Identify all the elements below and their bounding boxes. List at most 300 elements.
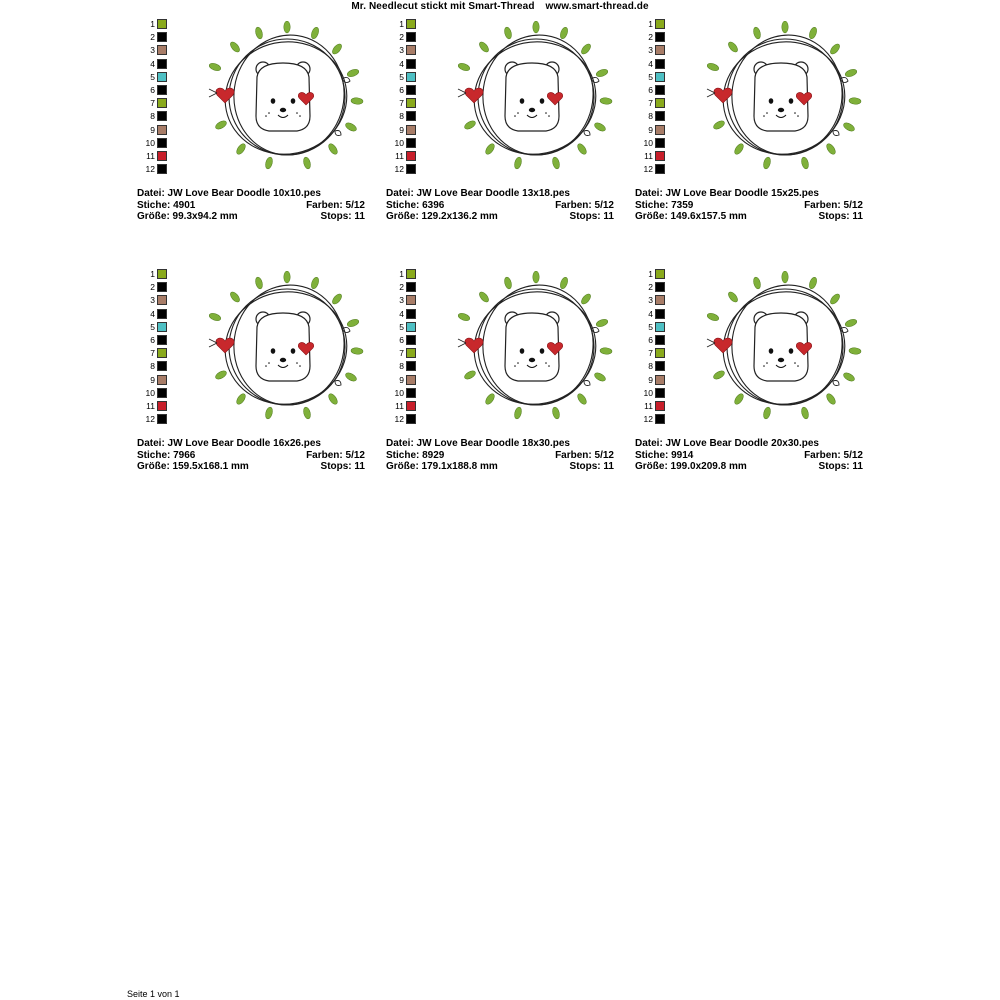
color-swatch (655, 361, 665, 371)
palette-number: 4 (648, 308, 653, 319)
stitch-count: Stiche: 7966 (137, 449, 196, 461)
color-swatch (655, 151, 665, 161)
design-size: Größe: 129.2x136.2 mm (386, 211, 498, 222)
palette-row (386, 400, 416, 413)
palette-number: 5 (399, 71, 404, 82)
palette-row (386, 308, 416, 321)
file-name: Datei: JW Love Bear Doodle 20x30.pes (635, 438, 819, 449)
palette-row (635, 124, 665, 137)
embroidery-preview (705, 271, 865, 421)
color-swatch (406, 348, 416, 358)
color-swatch (406, 45, 416, 55)
leaf-icon (484, 142, 496, 156)
color-swatch (406, 164, 416, 174)
palette-row (386, 294, 416, 307)
color-swatch (157, 375, 167, 385)
leaf-icon (782, 21, 788, 33)
palette-number: 1 (150, 269, 155, 279)
palette-number: 5 (150, 71, 155, 82)
palette-number: 3 (648, 45, 653, 56)
stop-count: Stops: 11 (818, 211, 863, 222)
leaf-icon (254, 26, 263, 39)
palette-row (137, 137, 167, 150)
leaf-icon (706, 62, 719, 72)
palette-row (137, 413, 167, 426)
design-size: Größe: 149.6x157.5 mm (635, 211, 747, 222)
leaf-icon (214, 369, 228, 381)
leaf-icon (513, 406, 522, 419)
color-palette (635, 268, 665, 426)
leaf-icon (344, 371, 358, 383)
color-swatch (406, 322, 416, 332)
palette-row (635, 137, 665, 150)
color-swatch (406, 295, 416, 305)
palette-row (137, 308, 167, 321)
palette-row (137, 58, 167, 71)
palette-row (635, 44, 665, 57)
palette-number: 6 (648, 84, 653, 95)
color-swatch (655, 98, 665, 108)
color-swatch (406, 361, 416, 371)
color-count: Farben: 5/12 (306, 449, 365, 461)
leaf-icon (825, 392, 837, 406)
palette-number: 7 (648, 348, 653, 359)
palette-number: 11 (644, 400, 653, 411)
file-name: Datei: JW Love Bear Doodle 16x26.pes (137, 438, 321, 449)
leaf-icon (331, 42, 344, 55)
leaf-icon (849, 347, 862, 354)
design-card (386, 18, 626, 238)
leaf-icon (484, 392, 496, 406)
palette-row (137, 268, 167, 281)
leaf-icon (346, 68, 359, 78)
leaf-icon (752, 276, 761, 289)
palette-row (137, 31, 167, 44)
leaf-icon (595, 68, 608, 78)
palette-number: 4 (150, 308, 155, 319)
palette-number: 1 (648, 269, 653, 279)
palette-row (137, 84, 167, 97)
palette-row (137, 400, 167, 413)
color-swatch (157, 348, 167, 358)
stitch-count: Stiche: 4901 (137, 199, 196, 211)
leaf-icon (593, 121, 607, 133)
stitch-count: Stiche: 6396 (386, 199, 445, 211)
palette-row (635, 97, 665, 110)
design-card (635, 268, 875, 488)
design-size: Größe: 179.1x188.8 mm (386, 461, 498, 472)
leaf-icon (829, 42, 842, 55)
design-info (386, 438, 614, 473)
leaf-icon (580, 292, 593, 305)
leaf-icon (842, 371, 856, 383)
color-swatch (157, 19, 167, 29)
palette-number: 12 (394, 414, 404, 425)
color-swatch (655, 309, 665, 319)
palette-number: 4 (399, 58, 404, 69)
leaf-icon (229, 40, 242, 53)
color-swatch (157, 151, 167, 161)
palette-number: 5 (150, 321, 155, 332)
design-card (386, 268, 626, 488)
leaf-icon (254, 276, 263, 289)
palette-row (635, 18, 665, 31)
color-swatch (655, 388, 665, 398)
leaf-icon (706, 312, 719, 322)
color-swatch (406, 335, 416, 345)
color-palette (137, 268, 167, 426)
color-count: Farben: 5/12 (306, 199, 365, 211)
palette-number: 5 (399, 321, 404, 332)
leaf-icon (849, 97, 862, 104)
palette-row (137, 347, 167, 360)
palette-row (635, 281, 665, 294)
palette-row (635, 400, 665, 413)
design-size: Größe: 159.5x168.1 mm (137, 461, 249, 472)
leaf-icon (229, 290, 242, 303)
palette-number: 12 (643, 414, 653, 425)
palette-row (386, 44, 416, 57)
palette-row (137, 360, 167, 373)
palette-row (635, 58, 665, 71)
design-card (635, 18, 875, 238)
leaf-icon (712, 369, 726, 381)
leaf-icon (351, 97, 364, 104)
palette-number: 2 (648, 32, 653, 43)
palette-number: 9 (150, 124, 155, 135)
color-swatch (157, 361, 167, 371)
palette-row (386, 137, 416, 150)
design-card (137, 268, 377, 488)
palette-number: 4 (150, 58, 155, 69)
color-palette (137, 18, 167, 176)
palette-number: 1 (399, 269, 404, 279)
palette-row (386, 281, 416, 294)
palette-number: 3 (150, 295, 155, 306)
palette-number: 8 (150, 361, 155, 372)
palette-number: 12 (145, 164, 155, 175)
leaf-icon (533, 21, 539, 33)
palette-row (137, 110, 167, 123)
palette-row (386, 347, 416, 360)
leaf-icon (559, 26, 569, 39)
color-swatch (406, 309, 416, 319)
palette-number: 1 (150, 19, 155, 29)
color-swatch (157, 45, 167, 55)
palette-row (635, 374, 665, 387)
palette-number: 11 (395, 400, 404, 411)
palette-number: 12 (394, 164, 404, 175)
palette-row (386, 97, 416, 110)
palette-number: 9 (648, 374, 653, 385)
leaf-icon (302, 156, 311, 169)
palette-row (137, 294, 167, 307)
leaf-icon (593, 371, 607, 383)
palette-number: 1 (399, 19, 404, 29)
leaf-icon (533, 271, 539, 283)
color-swatch (157, 295, 167, 305)
palette-number: 7 (150, 348, 155, 359)
design-info (137, 438, 365, 473)
color-swatch (655, 19, 665, 29)
palette-row (137, 18, 167, 31)
palette-row (386, 84, 416, 97)
leaf-icon (327, 392, 339, 406)
leaf-icon (595, 318, 608, 328)
stop-count: Stops: 11 (569, 461, 614, 472)
palette-row (635, 294, 665, 307)
palette-number: 6 (399, 334, 404, 345)
palette-row (137, 163, 167, 176)
palette-number: 7 (150, 98, 155, 109)
color-count: Farben: 5/12 (804, 449, 863, 461)
palette-row (137, 334, 167, 347)
leaf-icon (559, 276, 569, 289)
palette-number: 8 (648, 361, 653, 372)
leaf-icon (551, 406, 560, 419)
color-swatch (406, 125, 416, 135)
color-swatch (406, 375, 416, 385)
leaf-icon (600, 347, 613, 354)
palette-number: 2 (648, 282, 653, 293)
stop-count: Stops: 11 (320, 461, 365, 472)
color-swatch (157, 164, 167, 174)
page-header (0, 0, 1000, 14)
color-swatch (157, 322, 167, 332)
palette-row (137, 124, 167, 137)
palette-number: 2 (150, 32, 155, 43)
leaf-icon (284, 21, 290, 33)
leaf-icon (457, 62, 470, 72)
palette-number: 11 (146, 400, 155, 411)
palette-number: 3 (648, 295, 653, 306)
palette-row (635, 71, 665, 84)
palette-row (386, 150, 416, 163)
leaf-icon (844, 68, 857, 78)
palette-number: 10 (394, 137, 404, 148)
palette-number: 4 (399, 308, 404, 319)
leaf-icon (762, 156, 771, 169)
design-info (635, 188, 863, 223)
palette-number: 2 (150, 282, 155, 293)
leaf-icon (576, 142, 588, 156)
palette-number: 9 (648, 124, 653, 135)
color-swatch (655, 401, 665, 411)
leaf-icon (463, 369, 477, 381)
design-info (137, 188, 365, 223)
palette-number: 7 (399, 98, 404, 109)
leaf-icon (503, 26, 512, 39)
palette-row (635, 308, 665, 321)
leaf-icon (825, 142, 837, 156)
leaf-icon (284, 271, 290, 283)
color-swatch (655, 85, 665, 95)
leaf-icon (264, 406, 273, 419)
palette-row (137, 374, 167, 387)
color-swatch (406, 401, 416, 411)
color-swatch (655, 59, 665, 69)
color-palette (386, 18, 416, 176)
palette-number: 10 (643, 387, 653, 398)
palette-row (386, 124, 416, 137)
palette-row (386, 268, 416, 281)
leaf-icon (264, 156, 273, 169)
palette-number: 8 (399, 361, 404, 372)
palette-row (386, 334, 416, 347)
color-swatch (406, 138, 416, 148)
stop-count: Stops: 11 (320, 211, 365, 222)
palette-number: 10 (643, 137, 653, 148)
leaf-icon (351, 347, 364, 354)
color-swatch (655, 269, 665, 279)
palette-row (386, 374, 416, 387)
color-swatch (655, 45, 665, 55)
leaf-icon (346, 318, 359, 328)
leaf-icon (576, 392, 588, 406)
palette-number: 9 (399, 124, 404, 135)
color-swatch (406, 59, 416, 69)
stop-count: Stops: 11 (569, 211, 614, 222)
color-palette (386, 268, 416, 426)
palette-row (386, 360, 416, 373)
color-swatch (406, 85, 416, 95)
color-count: Farben: 5/12 (555, 199, 614, 211)
color-swatch (157, 138, 167, 148)
palette-row (137, 150, 167, 163)
palette-number: 11 (146, 150, 155, 161)
palette-row (635, 31, 665, 44)
color-swatch (157, 414, 167, 424)
design-info (386, 188, 614, 223)
palette-number: 3 (399, 45, 404, 56)
file-name: Datei: JW Love Bear Doodle 15x25.pes (635, 188, 819, 199)
color-swatch (157, 98, 167, 108)
palette-row (137, 97, 167, 110)
design-card (137, 18, 377, 238)
leaf-icon (782, 271, 788, 283)
color-palette (635, 18, 665, 176)
palette-number: 3 (399, 295, 404, 306)
palette-row (635, 150, 665, 163)
leaf-icon (762, 406, 771, 419)
color-swatch (157, 111, 167, 121)
palette-number: 7 (648, 98, 653, 109)
palette-number: 10 (394, 387, 404, 398)
leaf-icon (310, 26, 320, 39)
palette-row (386, 413, 416, 426)
embroidery-preview (456, 271, 616, 421)
palette-row (386, 31, 416, 44)
leaf-icon (752, 26, 761, 39)
embroidery-preview (207, 271, 367, 421)
leaf-icon (478, 290, 491, 303)
leaf-icon (214, 119, 228, 131)
palette-row (386, 58, 416, 71)
leaf-icon (235, 392, 247, 406)
leaf-icon (302, 406, 311, 419)
color-swatch (157, 282, 167, 292)
header-url: www.smart-thread.de (545, 1, 649, 12)
palette-number: 10 (145, 387, 155, 398)
color-swatch (655, 282, 665, 292)
color-swatch (406, 414, 416, 424)
leaf-icon (842, 121, 856, 133)
palette-row (635, 268, 665, 281)
palette-number: 8 (150, 111, 155, 122)
palette-number: 5 (648, 321, 653, 332)
color-swatch (157, 85, 167, 95)
palette-number: 5 (648, 71, 653, 82)
file-name: Datei: JW Love Bear Doodle 10x10.pes (137, 188, 321, 199)
palette-row (635, 321, 665, 334)
palette-number: 9 (150, 374, 155, 385)
leaf-icon (310, 276, 320, 289)
leaf-icon (478, 40, 491, 53)
palette-row (137, 321, 167, 334)
palette-number: 6 (399, 84, 404, 95)
embroidery-preview (456, 21, 616, 171)
color-swatch (157, 269, 167, 279)
color-swatch (655, 375, 665, 385)
leaf-icon (600, 97, 613, 104)
palette-row (386, 387, 416, 400)
palette-number: 8 (648, 111, 653, 122)
color-swatch (157, 309, 167, 319)
color-swatch (655, 125, 665, 135)
leaf-icon (457, 312, 470, 322)
palette-number: 1 (648, 19, 653, 29)
leaf-icon (235, 142, 247, 156)
design-info (635, 438, 863, 473)
palette-number: 12 (643, 164, 653, 175)
color-swatch (655, 295, 665, 305)
palette-number: 6 (648, 334, 653, 345)
stitch-count: Stiche: 7359 (635, 199, 694, 211)
leaf-icon (800, 406, 809, 419)
palette-row (635, 334, 665, 347)
leaf-icon (712, 119, 726, 131)
palette-number: 2 (399, 282, 404, 293)
palette-row (635, 163, 665, 176)
palette-number: 8 (399, 111, 404, 122)
stitch-count: Stiche: 9914 (635, 449, 694, 461)
palette-row (635, 347, 665, 360)
leaf-icon (327, 142, 339, 156)
leaf-icon (503, 276, 512, 289)
leaf-icon (551, 156, 560, 169)
palette-row (386, 321, 416, 334)
leaf-icon (733, 392, 745, 406)
design-size: Größe: 99.3x94.2 mm (137, 211, 238, 222)
leaf-icon (829, 292, 842, 305)
palette-number: 11 (644, 150, 653, 161)
file-name: Datei: JW Love Bear Doodle 18x30.pes (386, 438, 570, 449)
palette-number: 9 (399, 374, 404, 385)
palette-row (386, 163, 416, 176)
embroidery-preview (705, 21, 865, 171)
leaf-icon (844, 318, 857, 328)
color-swatch (655, 72, 665, 82)
color-swatch (406, 32, 416, 42)
color-swatch (406, 72, 416, 82)
palette-row (635, 110, 665, 123)
embroidery-preview (207, 21, 367, 171)
leaf-icon (808, 26, 818, 39)
palette-row (635, 413, 665, 426)
leaf-icon (727, 290, 740, 303)
color-swatch (157, 72, 167, 82)
header-title: Mr. Needlecut stickt mit Smart-Thread (351, 1, 535, 12)
